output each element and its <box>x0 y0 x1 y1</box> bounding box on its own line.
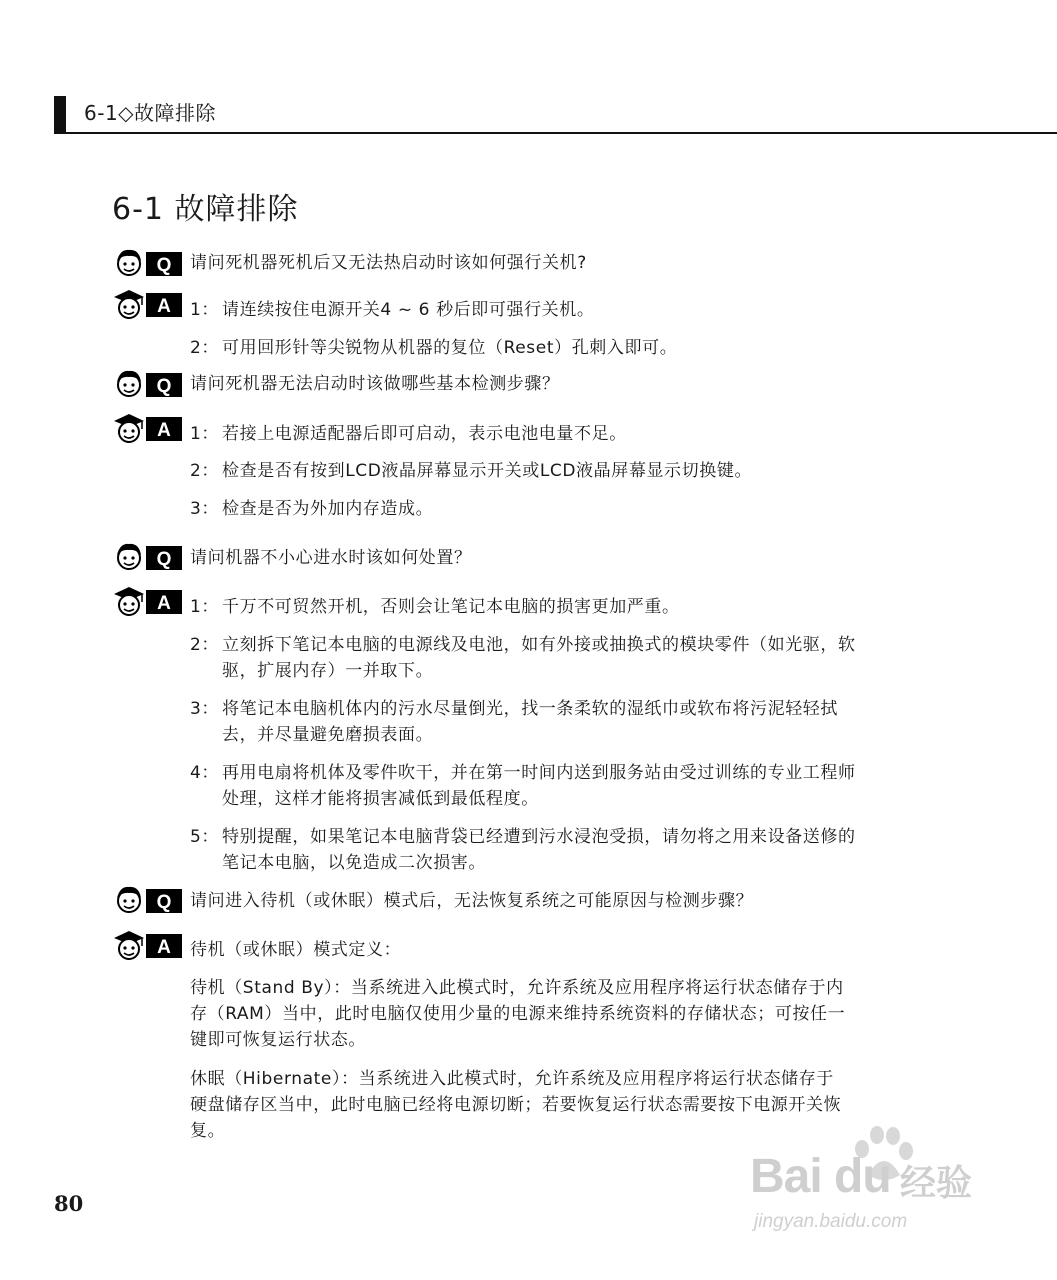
q-badge-letter: Q <box>156 549 172 570</box>
answer-number: 2： <box>190 635 220 655</box>
running-header: 6-1◇故障排除 <box>84 101 217 125</box>
question-text: 请问进入待机（或休眠）模式后，无法恢复系统之可能原因与检测步骤？ <box>190 891 754 911</box>
answer-line: 可用回形针等尖锐物从机器的复位（Reset）孔刺入即可。 <box>222 338 678 358</box>
answer-badge-icon <box>112 585 184 617</box>
section-title: 6-1 故障排除 <box>112 192 299 227</box>
answer-number: 1： <box>190 300 220 320</box>
answer-line: 特别提醒，如果笔记本电脑背袋已经遭到污水浸泡受损，请勿将之用来设备送修的 <box>222 827 856 847</box>
answer-line: 将笔记本电脑机体内的污水尽量倒光，找一条柔软的湿纸巾或软布将污泥轻轻拭 <box>222 699 838 719</box>
question-badge-icon <box>112 541 184 573</box>
answer-line: 千万不可贸然开机，否则会让笔记本电脑的损害更加严重。 <box>222 597 680 617</box>
q-badge-letter: Q <box>156 376 172 397</box>
header-rule <box>54 132 1057 134</box>
answer-line: 再用电扇将机体及零件吹干，并在第一时间内送到服务站由受过训练的专业工程师 <box>222 763 856 783</box>
a-badge-letter: A <box>157 296 171 317</box>
watermark-cn: 经验 <box>900 1163 973 1204</box>
answer-line: 处理，这样才能将损害减低到最低程度。 <box>222 789 539 809</box>
answer-badge-icon <box>112 288 184 320</box>
header-marker-bar <box>54 96 66 132</box>
page-number: 80 <box>54 1191 84 1216</box>
answer-number: 1： <box>190 597 220 617</box>
answer-line: 请连续按住电源开关4 ~ 6 秒后即可强行关机。 <box>222 300 595 320</box>
answer-intro: 待机（或休眠）模式定义： <box>190 940 402 960</box>
a-badge-letter: A <box>157 420 171 441</box>
definition-line: 待机（Stand By）：当系统进入此模式时，允许系统及应用程序将运行状态储存于内 <box>190 978 844 998</box>
answer-line: 笔记本电脑，以免造成二次损害。 <box>222 853 486 873</box>
answer-number: 2： <box>190 461 220 481</box>
question-badge-icon <box>112 884 184 916</box>
watermark-brand: Bai du <box>750 1150 891 1203</box>
watermark-url: jingyan.baidu.com <box>754 1211 908 1232</box>
definition-line: 复。 <box>190 1121 226 1141</box>
q-badge-letter: Q <box>156 892 172 913</box>
answer-number: 5： <box>190 827 220 847</box>
a-badge-letter: A <box>157 937 171 958</box>
answer-number: 4： <box>190 763 220 783</box>
answer-line: 驱，扩展内存）一并取下。 <box>222 661 434 681</box>
answer-line: 去，并尽量避免磨损表面。 <box>222 725 434 745</box>
question-badge-icon <box>112 368 184 400</box>
answer-badge-icon <box>112 929 184 961</box>
answer-number: 3： <box>190 699 220 719</box>
answer-number: 2： <box>190 338 220 358</box>
definition-line: 键即可恢复运行状态。 <box>190 1030 366 1050</box>
answer-line: 立刻拆下笔记本电脑的电源线及电池，如有外接或抽换式的模块零件（如光驱，软 <box>222 635 856 655</box>
question-text: 请问死机器死机后又无法热启动时该如何强行关机? <box>190 253 587 273</box>
answer-number: 3： <box>190 499 220 519</box>
definition-line: 休眠（Hibernate）：当系统进入此模式时，允许系统及应用程序将运行状态储存于 <box>190 1069 834 1089</box>
answer-line: 检查是否为外加内存造成。 <box>222 499 434 519</box>
q-badge-letter: Q <box>156 255 172 276</box>
answer-badge-icon <box>112 412 184 444</box>
answer-line: 若接上电源适配器后即可启动，表示电池电量不足。 <box>222 424 627 444</box>
question-badge-icon <box>112 247 184 279</box>
a-badge-letter: A <box>157 593 171 614</box>
question-text: 请问机器不小心进水时该如何处置？ <box>190 548 472 568</box>
answer-line: 检查是否有按到LCD液晶屏幕显示开关或LCD液晶屏幕显示切换键。 <box>222 461 753 481</box>
answer-number: 1： <box>190 424 220 444</box>
question-text: 请问死机器无法启动时该做哪些基本检测步骤？ <box>190 374 560 394</box>
definition-line: 硬盘储存区当中，此时电脑已经将电源切断；若要恢复运行状态需要按下电源开关恢 <box>190 1095 842 1115</box>
definition-line: 存（RAM）当中，此时电脑仅使用少量的电源来维持系统资料的存储状态；可按任一 <box>190 1004 846 1024</box>
baidu-watermark <box>750 1125 1000 1240</box>
